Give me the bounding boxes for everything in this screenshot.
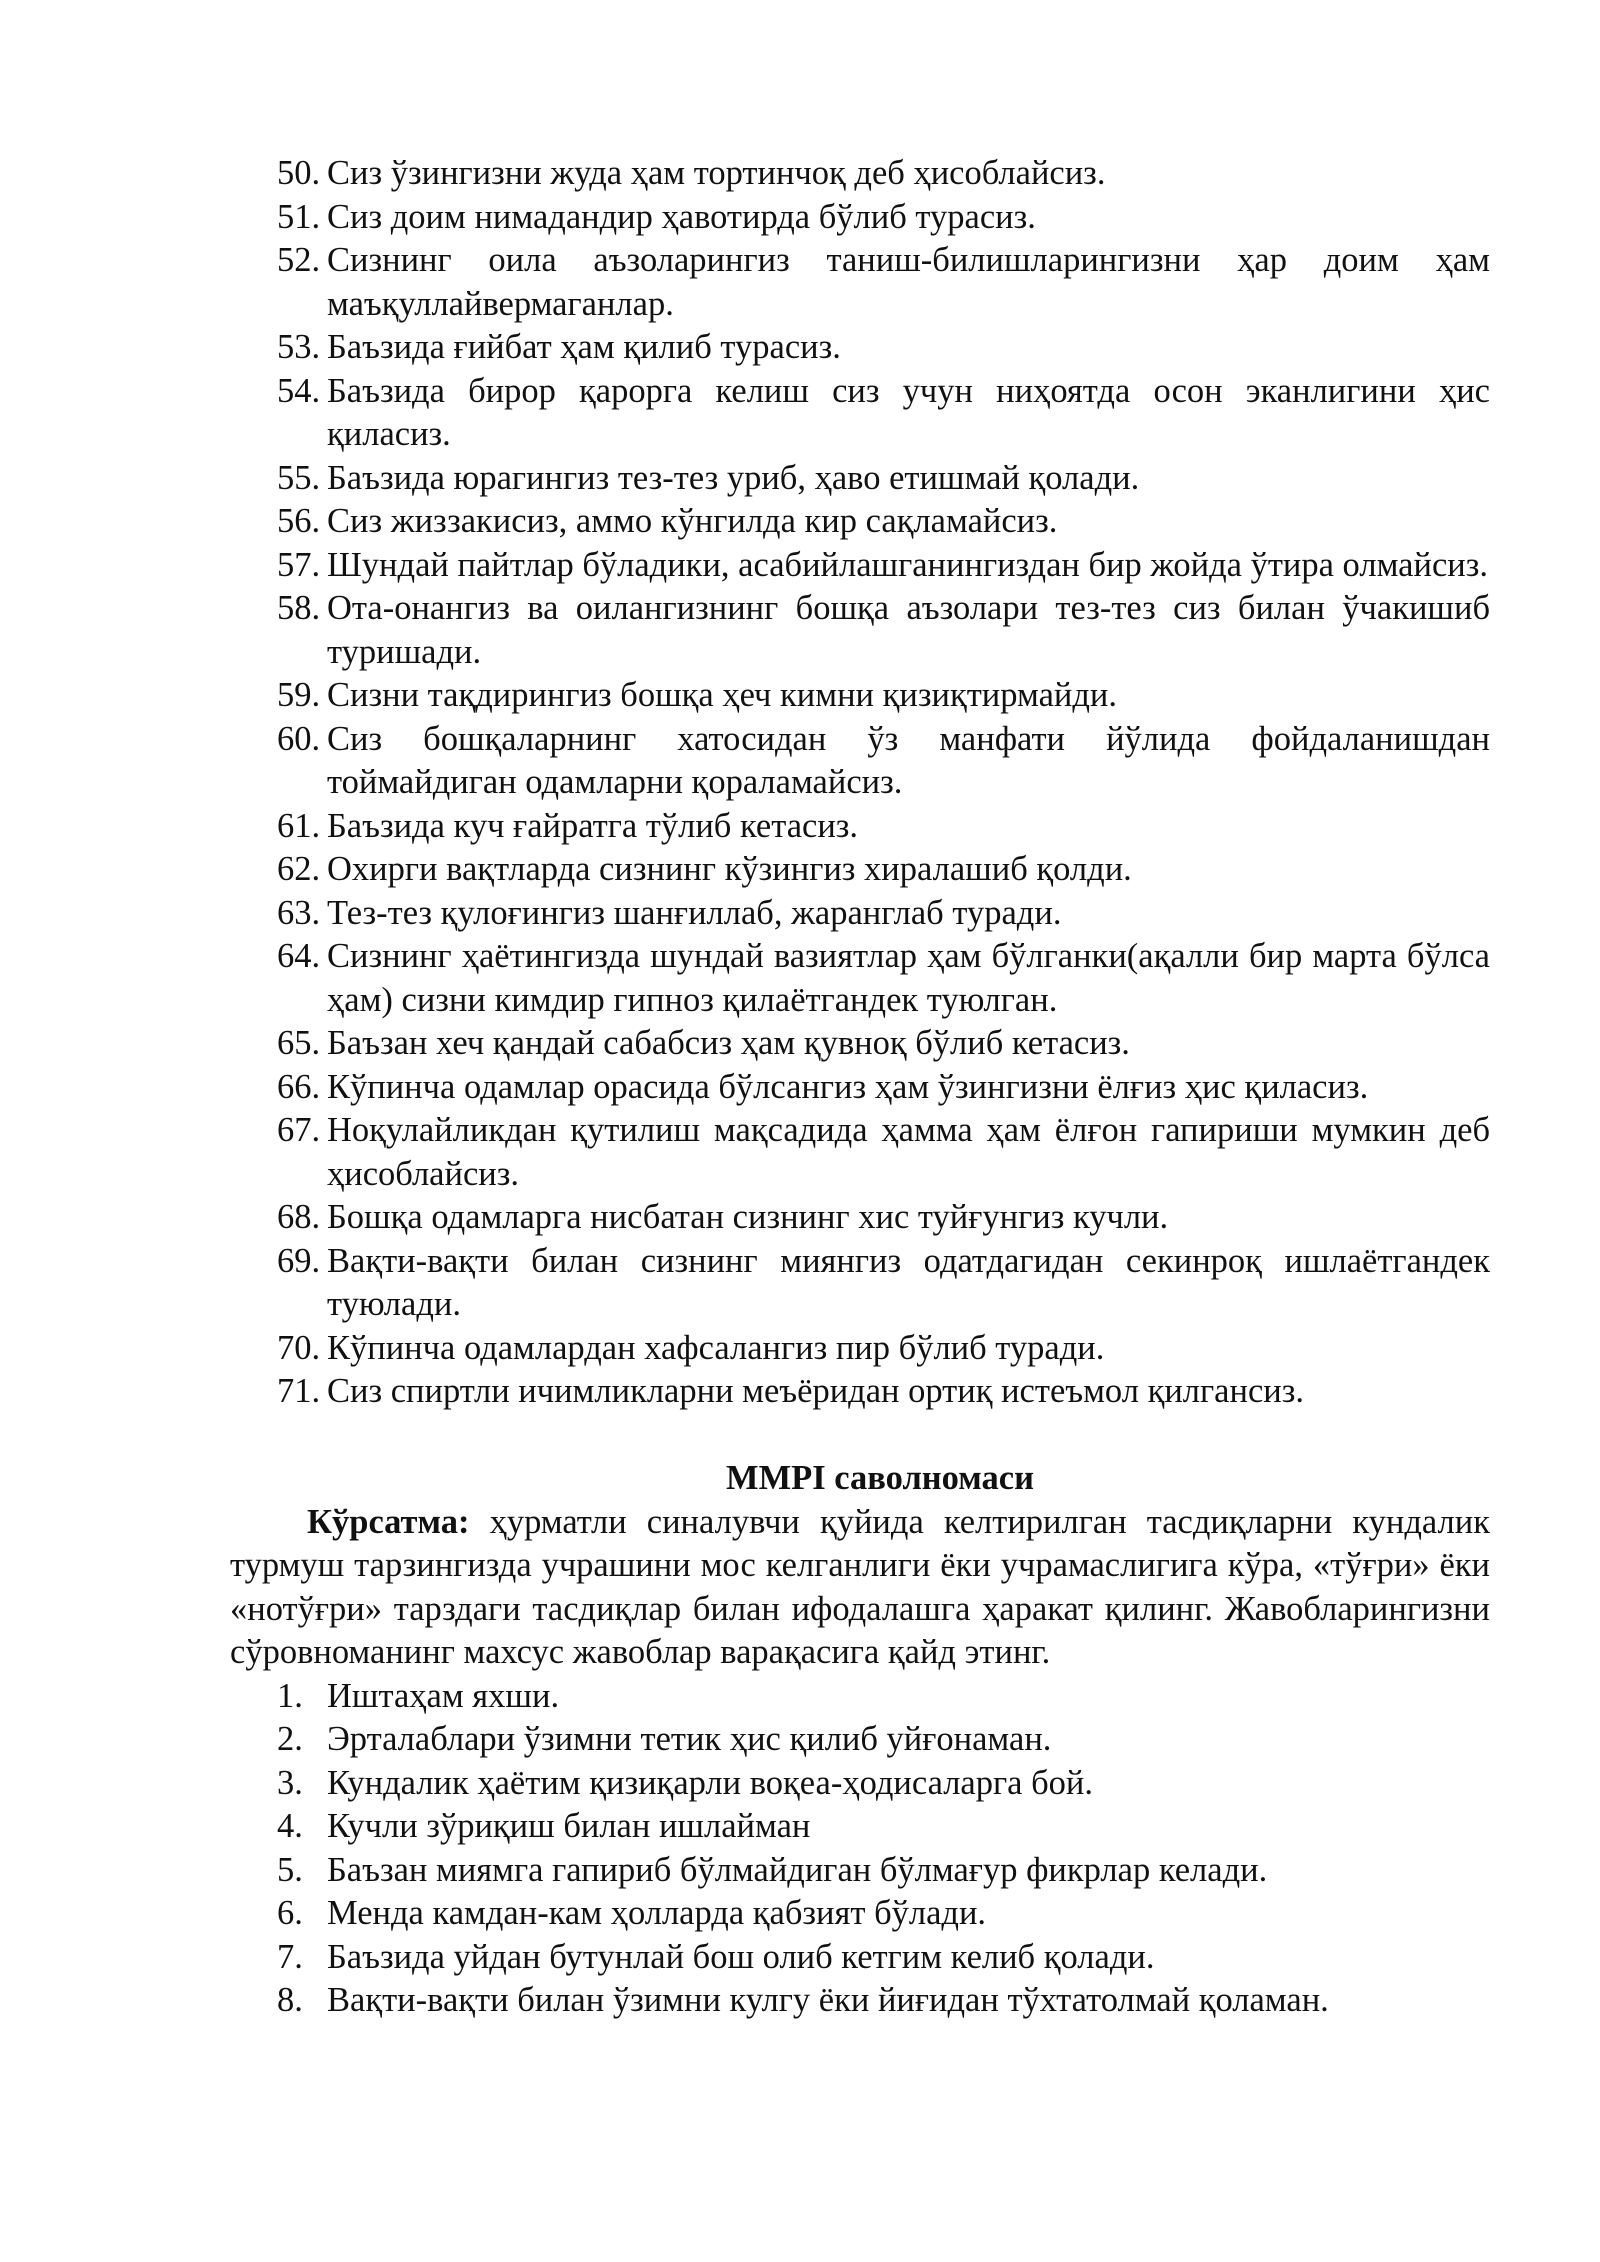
item-text: Сиз спиртли ичимликларни меъёридан ортиқ истеъмол қилгансиз. [327, 1372, 1304, 1410]
document-body [230, 152, 1490, 2023]
item-number: 56. [277, 502, 321, 540]
item-text: Баъзан хеч қандай сабабсиз ҳам қувноқ бўлиб кетасиз. [327, 1024, 1130, 1062]
list-item [230, 370, 1490, 457]
item-number: 61. [277, 806, 321, 845]
item-text: Иштаҳам яхши. [327, 1676, 560, 1715]
list-item [230, 848, 1490, 892]
item-number: 53. [277, 328, 321, 366]
item-text: Сиз доим нимадандир ҳавотирда бўлиб турасиз. [327, 197, 1036, 236]
list-item [230, 935, 1490, 1022]
item-number: 59. [277, 676, 321, 714]
list-item [230, 1327, 1490, 1371]
item-text: Менда камдан-кам ҳолларда қабзият бўлади. [327, 1894, 987, 1932]
item-number: 6. [277, 1894, 303, 1932]
item-number: 50. [277, 154, 321, 192]
item-text: Охирги вақтларда сизнинг кўзингиз хиралашиб қолди. [327, 850, 1132, 888]
item-number: 8. [277, 1981, 303, 2019]
list-item [230, 1022, 1490, 1066]
list-item [230, 674, 1490, 718]
item-number: 3. [277, 1763, 303, 1802]
item-text: Ноқулайликдан қутилиш мақсадида ҳамма ҳам ёлғон гапириши мумкин деб ҳисоблайсиз. [327, 1111, 1490, 1193]
list-item [230, 718, 1490, 805]
list-item [230, 1675, 1490, 1719]
list-item [230, 544, 1490, 588]
item-number: 55. [277, 458, 321, 497]
list-item [230, 196, 1490, 240]
list-item [230, 1849, 1490, 1893]
list-item [230, 1762, 1490, 1806]
item-number: 51. [277, 197, 321, 236]
item-text: Баъзида бирор қарорга келиш сиз учун ниҳоятда осон эканлигини ҳис қиласиз. [327, 371, 1490, 453]
list-item [230, 152, 1490, 196]
item-number: 57. [277, 545, 321, 584]
list-item [230, 1718, 1490, 1762]
list-item [230, 1240, 1490, 1327]
item-text: Эрталаблари ўзимни тетик ҳис қилиб уйғонаман. [327, 1720, 1052, 1758]
item-text: Сизни тақдирингиз бошқа ҳеч кимни қизиқтирмайди. [327, 676, 1117, 714]
item-text: Баъзида уйдан бутунлай бош олиб кетгим келиб қолади. [327, 1937, 1155, 1976]
questionnaire-list-continued [230, 152, 1490, 1414]
instruction-text: ҳурматли синалувчи қуйида келтирилган тасдиқларни кундалик турмуш тарзингизда учрашини мос келганлиги ёки учрамаслигига кўра, «тўғри» ёки «нотўғри» тарздаги тасдиқлар билан ифодалашга ҳаракат қилинг. Жавобларингизни сўровноманинг махсус жавоблар варақасига қайд этинг. [230, 1502, 1490, 1671]
item-text: Кўпинча одамлардан хафсалангиз пир бўлиб туради. [327, 1328, 1105, 1367]
item-text: Вақти-вақти билан ўзимни кулгу ёки йиғидан тўхтатолмай қоламан. [327, 1981, 1329, 2019]
item-number: 5. [277, 1850, 303, 1889]
item-text: Баъзида юрагингиз тез-тез уриб, ҳаво етишмай қолади. [327, 458, 1140, 497]
item-text: Сиз бошқаларнинг хатосидан ўз манфати йўлида фойдаланишдан тоймайдиган одамларни қораламайсиз. [327, 719, 1490, 801]
item-number: 62. [277, 850, 321, 888]
item-text: Сиз жиззакисиз, аммо кўнгилда кир сақламайсиз. [327, 502, 1058, 540]
item-text: Шундай пайтлар бўладики, асабийлашганингиздан бир жойда ўтира олмайсиз. [327, 545, 1488, 584]
list-item [230, 805, 1490, 849]
list-item [230, 457, 1490, 501]
item-number: 60. [277, 719, 321, 758]
item-number: 58. [277, 589, 321, 627]
item-text: Баъзида куч ғайратга тўлиб кетасиз. [327, 806, 859, 845]
item-text: Бошқа одамларга нисбатан сизнинг хис туйғунгиз кучли. [327, 1198, 1169, 1236]
list-item [230, 1196, 1490, 1240]
list-item [230, 326, 1490, 370]
list-item [230, 1066, 1490, 1110]
item-text: Кучли зўриқиш билан ишлайман [327, 1807, 811, 1845]
list-item [230, 1805, 1490, 1849]
item-number: 70. [277, 1328, 321, 1367]
list-item [230, 500, 1490, 544]
list-item [230, 1979, 1490, 2023]
list-item [230, 1370, 1490, 1414]
item-number: 66. [277, 1067, 321, 1106]
item-number: 67. [277, 1111, 321, 1149]
mmpi-items-list [230, 1675, 1490, 2023]
item-number: 64. [277, 937, 321, 975]
list-item [230, 1109, 1490, 1196]
list-item [230, 587, 1490, 674]
item-number: 7. [277, 1937, 303, 1976]
item-number: 65. [277, 1024, 321, 1062]
item-number: 2. [277, 1720, 303, 1758]
item-text: Тез-тез қулоғингиз шанғиллаб, жаранглаб туради. [327, 893, 1062, 932]
list-item [230, 892, 1490, 936]
item-number: 1. [277, 1676, 303, 1715]
section-heading: MMPI саволномаси [726, 1459, 1034, 1497]
item-text: Баъзида ғийбат ҳам қилиб турасиз. [327, 328, 841, 366]
item-number: 52. [277, 241, 321, 279]
list-item [230, 1936, 1490, 1980]
item-text: Ота-онангиз ва оилангизнинг бошқа аъзолари тез-тез сиз билан ўчакишиб туришади. [327, 589, 1490, 671]
item-number: 69. [277, 1241, 321, 1280]
item-number: 71. [277, 1372, 321, 1410]
item-text: Кундалик ҳаётим қизиқарли воқеа-ҳодисаларга бой. [327, 1763, 1093, 1802]
item-text: Кўпинча одамлар орасида бўлсангиз ҳам ўзингизни ёлғиз ҳис қиласиз. [327, 1067, 1369, 1106]
instruction-paragraph [230, 1501, 1490, 1675]
list-item [230, 1892, 1490, 1936]
item-number: 54. [277, 371, 321, 410]
list-item [230, 239, 1490, 326]
item-text: Сизнинг ҳаётингизда шундай вазиятлар ҳам бўлганки(ақалли бир марта бўлса ҳам) сизни кимдир гипноз қилаётгандек туюлган. [327, 937, 1490, 1019]
item-text: Баъзан миямга гапириб бўлмайдиган бўлмағур фикрлар келади. [327, 1850, 1268, 1889]
item-text: Сизнинг оила аъзоларингиз таниш-билишларингизни ҳар доим ҳам маъқуллайвермаганлар. [327, 241, 1490, 323]
item-text: Сиз ўзингизни жуда ҳам тортинчоқ деб ҳисоблайсиз. [327, 154, 1106, 192]
item-number: 4. [277, 1807, 303, 1845]
item-number: 63. [277, 893, 321, 932]
instruction-label: Кўрсатма: [307, 1502, 470, 1541]
item-text: Вақти-вақти билан сизнинг миянгиз одатдагидан секинроқ ишлаётгандек туюлади. [327, 1241, 1490, 1323]
item-number: 68. [277, 1198, 321, 1236]
